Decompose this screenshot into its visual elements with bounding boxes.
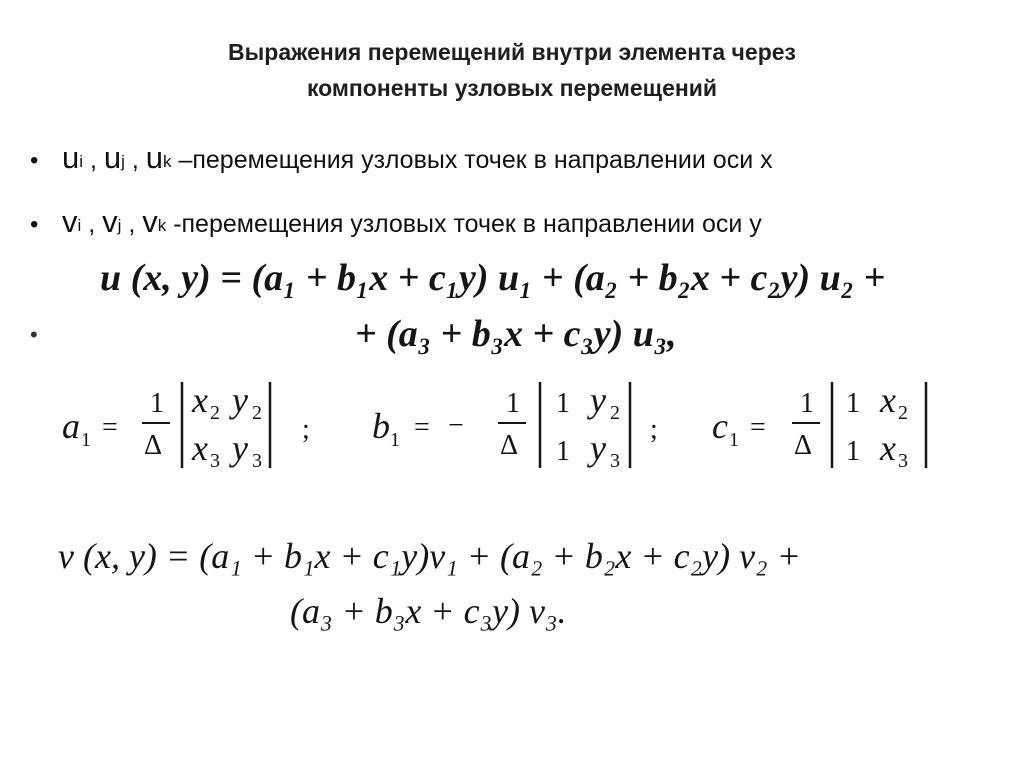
coefficient-formulas: [0, 370, 1024, 480]
title-line-2: компоненты узловых перемещений: [306, 75, 718, 101]
fraction-numerator: 1: [150, 388, 164, 419]
semicolon: ;: [302, 414, 310, 445]
stray-bullet-mark: •: [30, 322, 38, 347]
symbol-u: u: [145, 140, 163, 175]
separator: ,: [81, 210, 103, 238]
bullet-u-displacements: [30, 140, 773, 176]
minus-sign: −: [448, 410, 464, 441]
bullet-v-displacements: [30, 204, 762, 240]
symbol-v: v: [62, 204, 78, 239]
subscript: 1: [81, 429, 91, 451]
equation-v-line-2: (a₃ + b₃x + c₃y) v₃.: [290, 591, 567, 631]
matrix-one: 1: [846, 436, 860, 467]
bullet-icon: •: [30, 211, 39, 238]
symbol-y: y: [232, 380, 248, 420]
fraction-numerator: 1: [506, 388, 520, 419]
symbol-u: u: [103, 140, 122, 175]
title-line-1: Выражения перемещений внутри элемента через: [228, 39, 796, 65]
subscript: 2: [210, 402, 220, 424]
coefficient-formulas-svg: [0, 370, 1024, 480]
symbol-v: v: [102, 204, 118, 239]
slide-title: [0, 34, 1024, 106]
fraction-denominator: Δ: [794, 430, 813, 461]
equals-sign: =: [414, 412, 430, 443]
symbol-x: x: [880, 380, 896, 420]
equation-u-line-2: + (a₃ + b₃x + c₃y) u₃,: [355, 313, 677, 355]
subscript: k: [163, 152, 172, 171]
symbol-x: x: [880, 428, 896, 468]
subscript: 3: [898, 450, 908, 472]
separator: ,: [121, 210, 143, 238]
subscript: 2: [610, 402, 620, 424]
fraction-denominator: Δ: [500, 430, 519, 461]
matrix-one: 1: [846, 388, 860, 419]
fraction-denominator: Δ: [144, 430, 163, 461]
subscript: 1: [729, 429, 739, 451]
subscript: 3: [210, 450, 220, 472]
subscript: 3: [610, 450, 620, 472]
bullet-text: -перемещения узловых точек в направлении оси y: [166, 210, 762, 238]
subscript: i: [79, 152, 84, 171]
semicolon: ;: [650, 414, 658, 445]
matrix-one: 1: [556, 388, 570, 419]
subscript: k: [157, 216, 167, 235]
symbol-x: x: [192, 428, 208, 468]
symbol-y: y: [232, 428, 248, 468]
symbol-v: v: [142, 204, 158, 239]
subscript: i: [77, 216, 82, 235]
symbol-c: c: [712, 406, 728, 446]
subscript: 2: [898, 402, 908, 424]
symbol-u: u: [62, 140, 80, 175]
subscript: 3: [252, 450, 262, 472]
subscript: 1: [390, 429, 400, 451]
symbol-a: a: [62, 406, 80, 446]
symbol-x: x: [192, 380, 208, 420]
subscript: 2: [252, 402, 262, 424]
separator: ,: [124, 146, 146, 174]
equation-v-line-1: v (x, y) = (a₁ + b₁x + c₁y)v₁ + (a₂ + b₂x + c₂y) v₂ +: [58, 536, 801, 576]
subscript: j: [117, 216, 122, 235]
formula-a1: [62, 380, 310, 472]
symbol-b: b: [372, 406, 390, 446]
formula-b1: [372, 380, 658, 472]
fraction-numerator: 1: [800, 388, 814, 419]
equation-u-line-1: u (x, y) = (a₁ + b₁x + c₁y) u₁ + (a₂ + b₂x + c₂y) u₂ +: [100, 257, 886, 299]
equals-sign: =: [750, 412, 766, 443]
equals-sign: =: [102, 412, 118, 443]
symbol-y: y: [590, 380, 606, 420]
formula-c1: [712, 380, 926, 472]
matrix-one: 1: [556, 436, 570, 467]
bullet-text: –перемещения узловых точек в направлении оси x: [171, 146, 773, 174]
symbol-y: y: [590, 428, 606, 468]
separator: ,: [83, 146, 104, 174]
subscript: j: [121, 152, 125, 171]
bullet-icon: •: [30, 147, 39, 174]
